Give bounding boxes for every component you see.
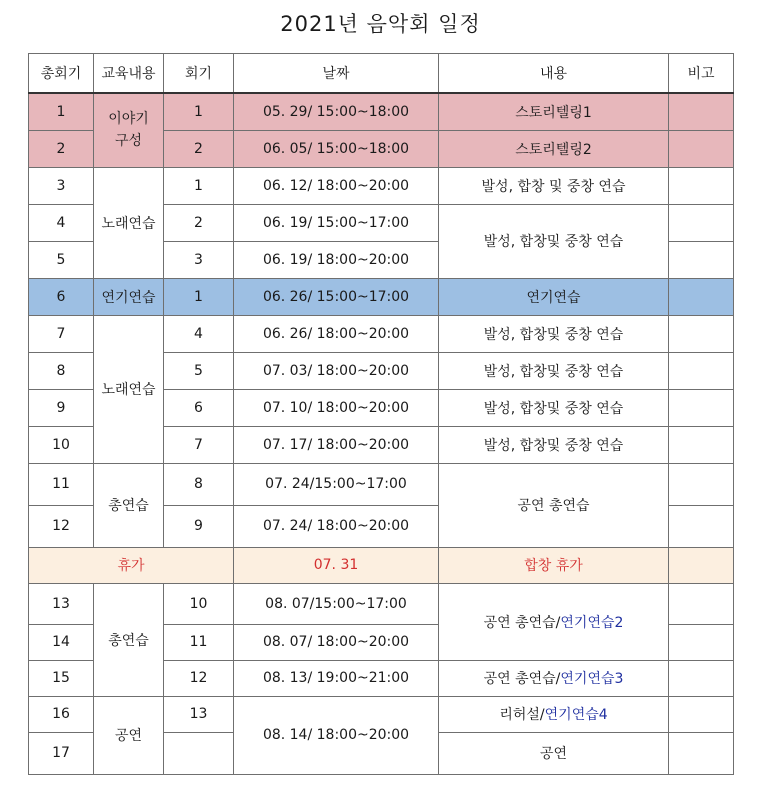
session-cell: 7 — [164, 426, 234, 463]
note-cell — [669, 624, 734, 660]
topic-cell: 총연습 — [94, 463, 164, 547]
total-cell: 1 — [29, 93, 94, 130]
total-cell: 3 — [29, 167, 94, 204]
content-highlight: 연기연습2 — [560, 614, 624, 631]
content-cell: 발성, 합창및 중창 연습 — [439, 426, 669, 463]
date-cell: 06. 19/ 15:00~17:00 — [234, 204, 439, 241]
session-cell: 9 — [164, 505, 234, 547]
total-cell: 6 — [29, 278, 94, 315]
page-title: 2021년 음악회 일정 — [280, 12, 481, 36]
session-cell: 10 — [164, 583, 234, 624]
header-row — [29, 54, 734, 94]
date-cell: 05. 29/ 15:00~18:00 — [234, 93, 439, 130]
note-cell — [669, 241, 734, 278]
note-cell — [669, 204, 734, 241]
date-cell: 06. 05/ 15:00~18:00 — [234, 130, 439, 167]
content-cell: 스토리텔링2 — [439, 130, 669, 167]
header-note: 비고 — [669, 54, 734, 94]
content-text: 리허설/ — [499, 707, 545, 723]
total-cell: 5 — [29, 241, 94, 278]
total-cell: 9 — [29, 389, 94, 426]
content-cell: 발성, 합창 및 중창 연습 — [439, 167, 669, 204]
total-cell: 8 — [29, 352, 94, 389]
date-cell: 08. 07/ 18:00~20:00 — [234, 624, 439, 660]
note-cell — [669, 278, 734, 315]
content-cell: 발성, 합창및 중창 연습 — [439, 315, 669, 352]
note-cell — [669, 352, 734, 389]
date-cell: 06. 26/ 18:00~20:00 — [234, 315, 439, 352]
content-highlight: 연기연습4 — [544, 707, 608, 723]
table-row — [29, 583, 734, 624]
break-label: 휴가 — [29, 547, 234, 583]
topic-cell: 노래연습 — [94, 315, 164, 463]
break-content: 합창 휴가 — [439, 547, 669, 583]
session-cell: 4 — [164, 315, 234, 352]
date-cell: 08. 13/ 19:00~21:00 — [234, 660, 439, 696]
date-cell: 06. 12/ 18:00~20:00 — [234, 167, 439, 204]
break-row — [29, 547, 734, 583]
session-cell: 1 — [164, 93, 234, 130]
content-cell — [439, 696, 669, 732]
date-cell: 07. 03/ 18:00~20:00 — [234, 352, 439, 389]
header-total: 총회기 — [29, 54, 94, 94]
session-cell: 12 — [164, 660, 234, 696]
session-cell: 2 — [164, 130, 234, 167]
date-cell: 08. 07/15:00~17:00 — [234, 583, 439, 624]
note-cell — [669, 463, 734, 505]
schedule-table — [28, 53, 734, 775]
note-cell — [669, 93, 734, 130]
total-cell: 13 — [29, 583, 94, 624]
session-cell: 13 — [164, 696, 234, 732]
session-cell: 2 — [164, 204, 234, 241]
total-cell: 2 — [29, 130, 94, 167]
total-cell: 4 — [29, 204, 94, 241]
total-cell: 7 — [29, 315, 94, 352]
table-row — [29, 315, 734, 352]
note-cell — [669, 505, 734, 547]
header-topic: 교육내용 — [94, 54, 164, 94]
header-session: 회기 — [164, 54, 234, 94]
session-cell: 5 — [164, 352, 234, 389]
session-cell: 3 — [164, 241, 234, 278]
session-cell — [164, 732, 234, 774]
date-cell: 07. 24/ 18:00~20:00 — [234, 505, 439, 547]
content-cell: 스토리텔링1 — [439, 93, 669, 130]
table-row — [29, 696, 734, 732]
total-cell: 11 — [29, 463, 94, 505]
content-cell: 공연 총연습 — [439, 463, 669, 547]
total-cell: 10 — [29, 426, 94, 463]
total-cell: 12 — [29, 505, 94, 547]
content-cell: 발성, 합창및 중창 연습 — [439, 352, 669, 389]
date-cell: 06. 19/ 18:00~20:00 — [234, 241, 439, 278]
break-date: 07. 31 — [234, 547, 439, 583]
content-text: 공연 총연습/ — [483, 671, 561, 687]
note-cell — [669, 315, 734, 352]
note-cell — [669, 583, 734, 624]
date-cell: 08. 14/ 18:00~20:00 — [234, 696, 439, 774]
topic-cell: 노래연습 — [94, 167, 164, 278]
note-cell — [669, 389, 734, 426]
table-row — [29, 463, 734, 505]
date-cell: 07. 17/ 18:00~20:00 — [234, 426, 439, 463]
date-cell: 07. 10/ 18:00~20:00 — [234, 389, 439, 426]
content-cell: 발성, 합창및 중창 연습 — [439, 204, 669, 278]
note-cell — [669, 547, 734, 583]
session-cell: 8 — [164, 463, 234, 505]
topic-cell: 연기연습 — [94, 278, 164, 315]
header-content: 내용 — [439, 54, 669, 94]
content-cell: 발성, 합창및 중창 연습 — [439, 389, 669, 426]
topic-cell: 이야기 구성 — [94, 93, 164, 167]
session-cell: 11 — [164, 624, 234, 660]
session-cell: 1 — [164, 278, 234, 315]
content-text: 공연 총연습/ — [483, 614, 561, 631]
date-cell: 06. 26/ 15:00~17:00 — [234, 278, 439, 315]
session-cell: 6 — [164, 389, 234, 426]
content-cell: 연기연습 — [439, 278, 669, 315]
date-cell: 07. 24/15:00~17:00 — [234, 463, 439, 505]
total-cell: 17 — [29, 732, 94, 774]
note-cell — [669, 660, 734, 696]
content-cell — [439, 660, 669, 696]
total-cell: 14 — [29, 624, 94, 660]
total-cell: 15 — [29, 660, 94, 696]
table-row — [29, 278, 734, 315]
note-cell — [669, 167, 734, 204]
table-row — [29, 93, 734, 130]
note-cell — [669, 696, 734, 732]
header-date: 날짜 — [234, 54, 439, 94]
note-cell — [669, 130, 734, 167]
content-highlight: 연기연습3 — [560, 671, 624, 687]
note-cell — [669, 732, 734, 774]
table-row — [29, 167, 734, 204]
total-cell: 16 — [29, 696, 94, 732]
note-cell — [669, 426, 734, 463]
content-cell — [439, 583, 669, 660]
content-cell: 공연 — [439, 732, 669, 774]
topic-cell: 총연습 — [94, 583, 164, 696]
topic-cell: 공연 — [94, 696, 164, 774]
session-cell: 1 — [164, 167, 234, 204]
